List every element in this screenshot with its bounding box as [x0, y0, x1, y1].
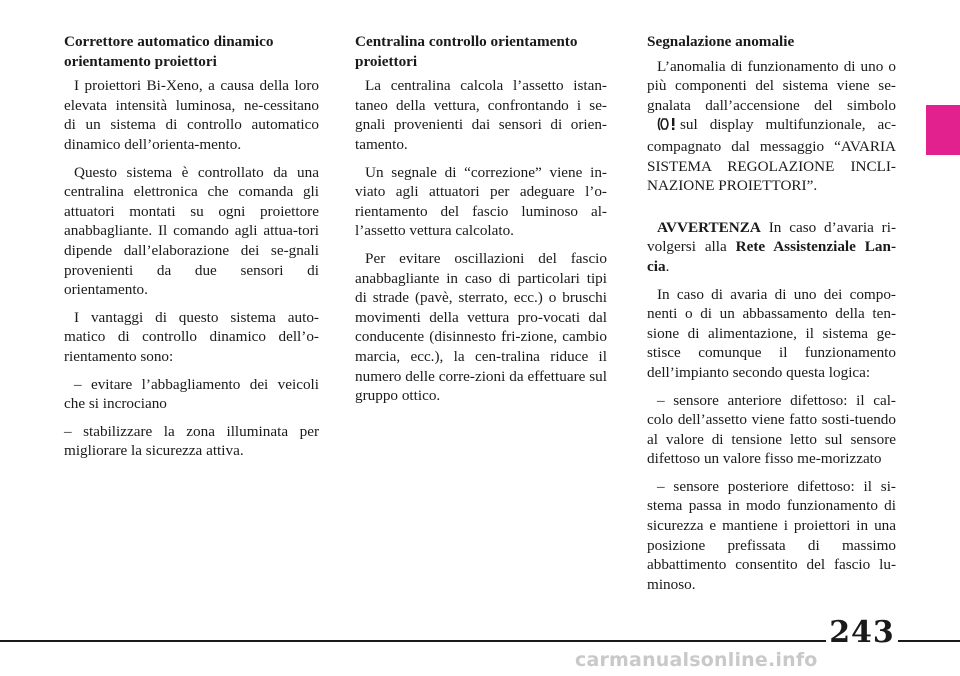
- warning-text: In caso d’avaria ri-volgersi alla: [647, 218, 896, 256]
- list-item: – sensore posteriore difettoso: il si-stema passa in modo funzionamento di sicurezza e mantiene i proiettori in una posizione prefissata di massimo abbattimento consentito del fascio lu-minoso.: [647, 477, 896, 593]
- warning-label: AVVERTENZA: [657, 218, 761, 236]
- list-item: – stabilizzare la zona illuminata per migliorare la sicurezza attiva.: [64, 422, 319, 460]
- paragraph: Un segnale di “correzione” viene in-viato agli attuatori per adeguare l’o-rientamento del fascio luminoso al-l’assetto vettura calcolato.: [355, 163, 607, 240]
- section-tab-marker: [926, 105, 960, 155]
- watermark: carmanualsonline.info: [575, 649, 818, 671]
- paragraph: I proiettori Bi-Xeno, a causa della loro elevata intensità luminosa, ne-cessitano di un sistema di controllo automatico dinamico dell’orienta-mento.: [64, 77, 319, 153]
- footer-rule-right: [898, 640, 960, 642]
- warning-service-network: Rete Assistenziale Lan-cia: [647, 238, 896, 275]
- paragraph: In caso di avaria di uno dei compo-nenti o di un abbassamento della ten-sione di alimentazione, il sistema ge-stisce comunque il funzionamento dell’impianto secondo questa logica:: [647, 285, 896, 381]
- page-number: 243: [829, 615, 895, 650]
- warning-end: .: [665, 257, 670, 275]
- warning-paragraph: [647, 218, 896, 277]
- section-heading-centralina: Centralina controllo orientamento proiettori: [355, 33, 578, 70]
- paragraph: I vantaggi di questo sistema auto-matico di controllo dinamico dell’o-rientamento sono:: [64, 308, 319, 365]
- headlamp-leveling-warning-icon: [647, 117, 677, 137]
- paragraph-anomalia: [647, 57, 896, 196]
- list-item: – evitare l’abbagliamento dei veicoli che si incrociano: [64, 375, 319, 413]
- paragraph: Per evitare oscillazioni del fascio anabbagliante in caso di particolari tipi di strade (pavè, sterrato, ecc.) o bruschi movimenti della vettura pro-vocati dal conducente (disinnesto fri-zione, cambio marcia, ecc.), la cen-tralina riduce il numero delle corre-zioni da effettuare sul gruppo ottico.: [355, 249, 607, 405]
- paragraph: La centralina calcola l’assetto istan-taneo della vettura, confrontando i se-gnali provenienti dai sensori di orien-tamento.: [355, 77, 607, 153]
- list-item: – sensore anteriore difettoso: il cal-colo dell’assetto viene fatto sosti-tuendo al valore di tensione letto sul sensore difettoso un valore fisso me-morizzato: [647, 391, 896, 468]
- spacer: [647, 204, 896, 218]
- paragraph-text: sul display multifunzionale, ac-compagnato dal messaggio “AVARIA SISTEMA REGOLAZIONE INCLI-NAZIONE PROIETTORI”.: [647, 116, 896, 195]
- column-2: [355, 32, 607, 414]
- paragraph: Questo sistema è controllato da una centralina elettronica che comanda gli attuatori montati su ogni proiettore anabbagliante. Il comando agli attua-tori dipende dall’elaborazione dei se-gnali provenienti da due sensori di orientamento.: [64, 163, 319, 299]
- footer-rule-left: [0, 640, 826, 642]
- paragraph-text: L’anomalia di funzionamento di uno o più componenti del sistema viene se-gnalata dall’accensione del simbolo: [647, 57, 896, 114]
- section-heading-correttore: Correttore automatico dinamico orientamento proiettori: [64, 33, 274, 70]
- column-1: [64, 32, 319, 469]
- column-3: [647, 32, 896, 602]
- section-heading-segnalazione: Segnalazione anomalie: [647, 33, 795, 50]
